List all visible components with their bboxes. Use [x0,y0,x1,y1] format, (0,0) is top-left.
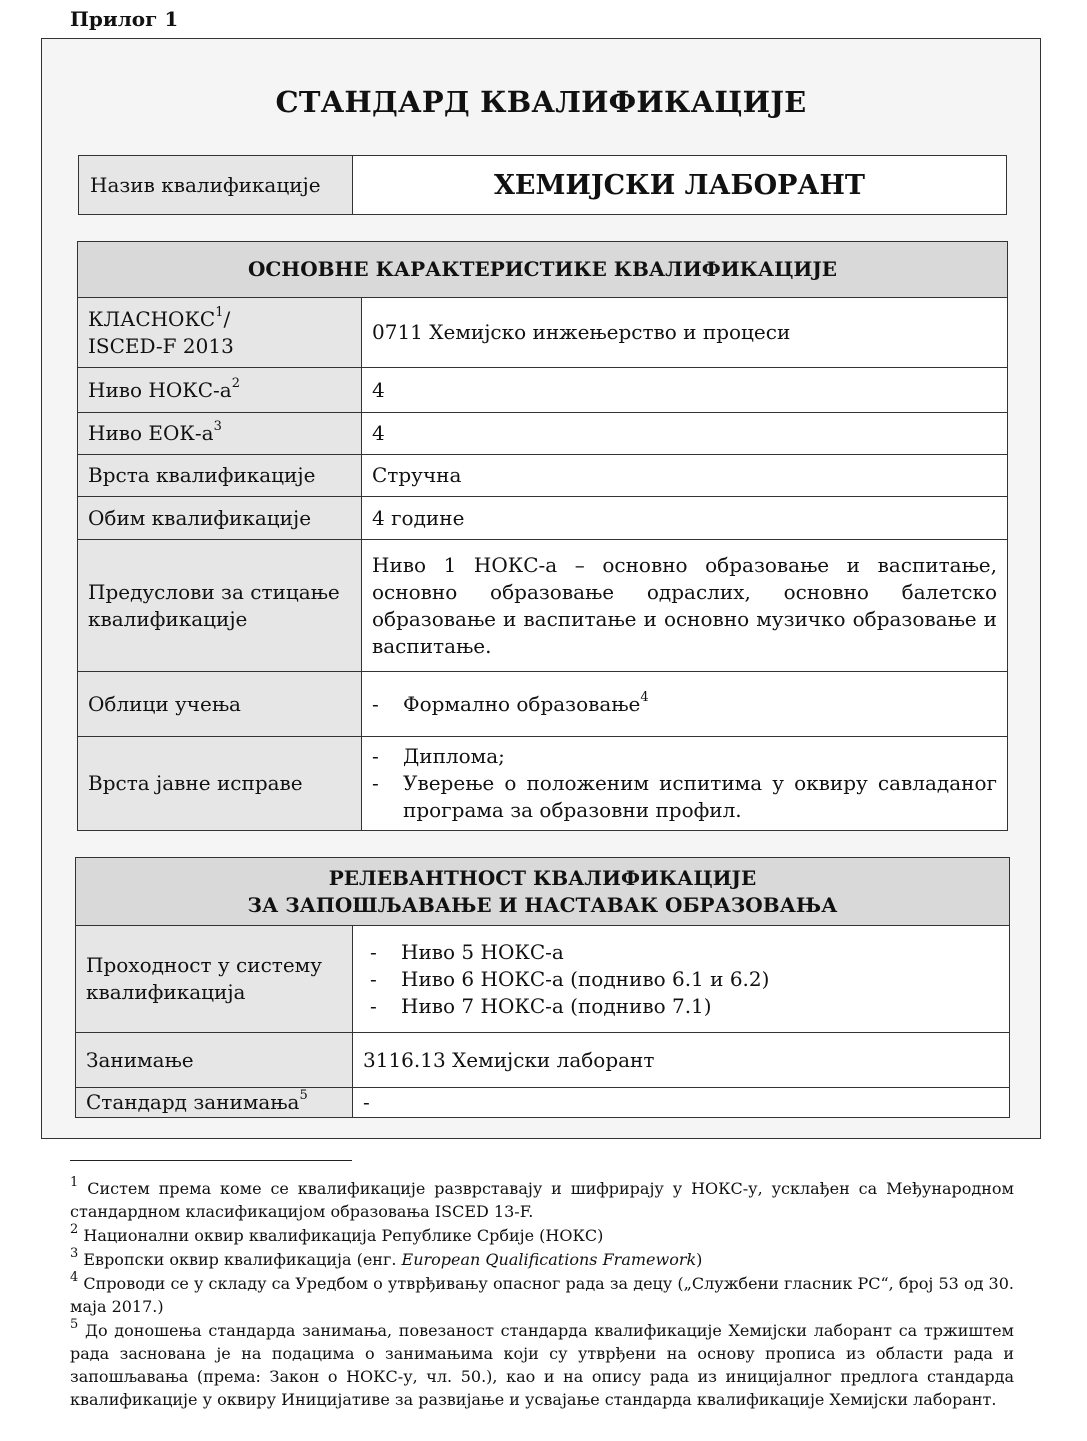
noks-level-row [78,368,1008,413]
relevance-header [76,858,1010,926]
footnote-number: 5 [70,1316,79,1332]
footnote-text: Европски оквир квалификација (енг. [83,1250,402,1269]
qualification-scope-row [78,497,1008,540]
basic-header-row [78,242,1008,298]
document-title: СТАНДАРД КВАЛИФИКАЦИЈЕ [275,85,807,119]
learning-forms-value [362,672,1008,737]
footnote-ref-2: 2 [231,375,241,391]
qualification-type-row [78,455,1008,497]
eok-level-row [78,413,1008,455]
footnote-ref-4: 4 [640,689,649,705]
prerequisites-value: Ниво 1 НОКС-а – основно образовање и васпитање, основно образовање одраслих, основно балетско образовање и васпитање и основно музичко образовање и васпитање. [362,540,1008,672]
footnote-number: 2 [70,1221,79,1237]
footnote-text: Систем према коме се квалификације разврставају и шифрирају у НОКС-у, усклађен са Међународном стандардном класификацијом образовања ISCED 13-F. [70,1179,1015,1221]
list-item [372,743,997,770]
eok-level-label [78,413,362,455]
footnote-1 [70,1174,1015,1223]
footnote-separator [70,1160,352,1161]
qualification-name-label: Назив квалификације [79,156,353,215]
relevance-header-line1: РЕЛЕВАНТНОСТ КВАЛИФИКАЦИЈЕ [328,865,757,890]
noks-level-value: 4 [362,368,1008,413]
progression-item-text: Ниво 6 НОКС-а (подниво 6.1 и 6.2) [401,966,770,991]
noks-level-label [78,368,362,413]
dash: - [370,939,377,964]
dash: - [370,993,377,1018]
relevance-table [75,857,1010,1118]
footnote-number: 3 [70,1245,79,1261]
klasnoks-label-line1: КЛАСНОКС [88,306,216,331]
qualification-name-value: ХЕМИЈСКИ ЛАБОРАНТ [353,156,1007,215]
prerequisites-row [78,540,1008,672]
eok-level-value: 4 [362,413,1008,455]
list-item [372,691,997,718]
qualification-scope-label: Обим квалификације [78,497,362,540]
footnote-ref-3: 3 [213,419,222,435]
footnote-3 [70,1245,1014,1271]
footnote-2 [70,1221,1014,1247]
list-item [370,939,999,966]
footnote-4 [70,1269,1014,1318]
public-document-label: Врста јавне исправе [78,737,362,831]
list-item [370,993,999,1020]
footnote-number: 1 [70,1174,79,1190]
relevance-header-row [76,858,1010,926]
occupation-standard-label-text: Стандард занимања [86,1090,300,1114]
occupation-standard-row [76,1088,1010,1118]
learning-form-text: Формално образовање [403,691,641,716]
klasnoks-value: 0711 Хемијско инжењерство и процеси [362,298,1008,368]
list-item [372,770,997,824]
progression-row [76,926,1010,1033]
footnote-text: ) [696,1250,703,1269]
progression-value [353,926,1010,1033]
relevance-header-line2: ЗА ЗАПОШЉАВАЊЕ И НАСТАВАК ОБРАЗОВАЊА [247,892,838,917]
footnote-text: Спроводи се у складу са Уредбом о утврђивању опасног рада за децу („Службени гласник РС“, број 53 од 30. маја 2017.) [70,1274,1014,1316]
prerequisites-label: Предуслови за стицање квалификације [78,540,362,672]
learning-forms-label: Облици учења [78,672,362,737]
qualification-type-label: Врста квалификације [78,455,362,497]
basic-header: ОСНОВНЕ КАРАКТЕРИСТИКЕ КВАЛИФИКАЦИЈЕ [78,242,1008,298]
klasnoks-slash: / [223,306,231,331]
noks-level-label-text: Ниво НОКС-а [88,377,232,402]
document-item-text: Диплома; [403,744,505,768]
occupation-standard-value: - [353,1088,1010,1118]
qualification-scope-value: 4 године [362,497,1008,540]
progression-item-text: Ниво 7 НОКС-а (подниво 7.1) [401,993,712,1018]
footnote-5 [70,1316,1014,1411]
annex-label: Прилог 1 [70,7,179,31]
dash: - [372,744,379,768]
occupation-label: Занимање [76,1033,353,1088]
klasnoks-label-line2: ISCED-F 2013 [88,333,234,358]
occupation-row [76,1033,1010,1088]
klasnoks-row [78,298,1008,368]
footnotes [70,1174,1015,1412]
qualification-standard-frame [41,38,1041,1139]
basic-characteristics-table [77,241,1008,831]
klasnoks-label [78,298,362,368]
dash: - [372,771,379,795]
learning-forms-row [78,672,1008,737]
occupation-standard-label [76,1088,353,1118]
dash: - [370,966,377,991]
footnote-ref-5: 5 [299,1088,308,1104]
footnote-text: Национални оквир квалификација Републике Србије (НОКС) [83,1226,604,1245]
footnote-italic-text: European Qualifications Framework [401,1250,697,1269]
progression-label: Проходност у систему квалификација [76,926,353,1033]
dash: - [372,691,379,716]
public-document-row [78,737,1008,831]
progression-item-text: Ниво 5 НОКС-а [401,939,564,964]
qualification-name-row [79,156,1007,215]
eok-level-label-text: Ниво ЕОК-а [88,421,214,445]
learning-forms-list [372,691,997,718]
occupation-value: 3116.13 Хемијски лаборант [353,1033,1010,1088]
footnote-ref-1: 1 [215,304,224,320]
footnote-number: 4 [70,1269,79,1285]
list-item [370,966,999,993]
document-item-text: Уверење о положеним испитима у оквиру савладаног програма за образовни профил. [403,771,997,822]
qualification-type-value: Стручна [362,455,1008,497]
public-document-list [372,743,997,824]
footnote-text: До доношења стандарда занимања, повезаност стандарда квалификације Хемијски лаборант са тржиштем рада заснована је на подацима о занимањима који су утврђени на основу прописа из области рада и запошљавања (према: Закон о НОКС-у, чл. 50.), као и на опису рада из иницијалног предлога стандарда квалификације у оквиру Иницијативе за развијање и усвајање стандарда квалификације Хемијски лаборант. [70,1321,1014,1409]
progression-list [370,939,999,1020]
public-document-value [362,737,1008,831]
qualification-name-table [78,155,1007,215]
